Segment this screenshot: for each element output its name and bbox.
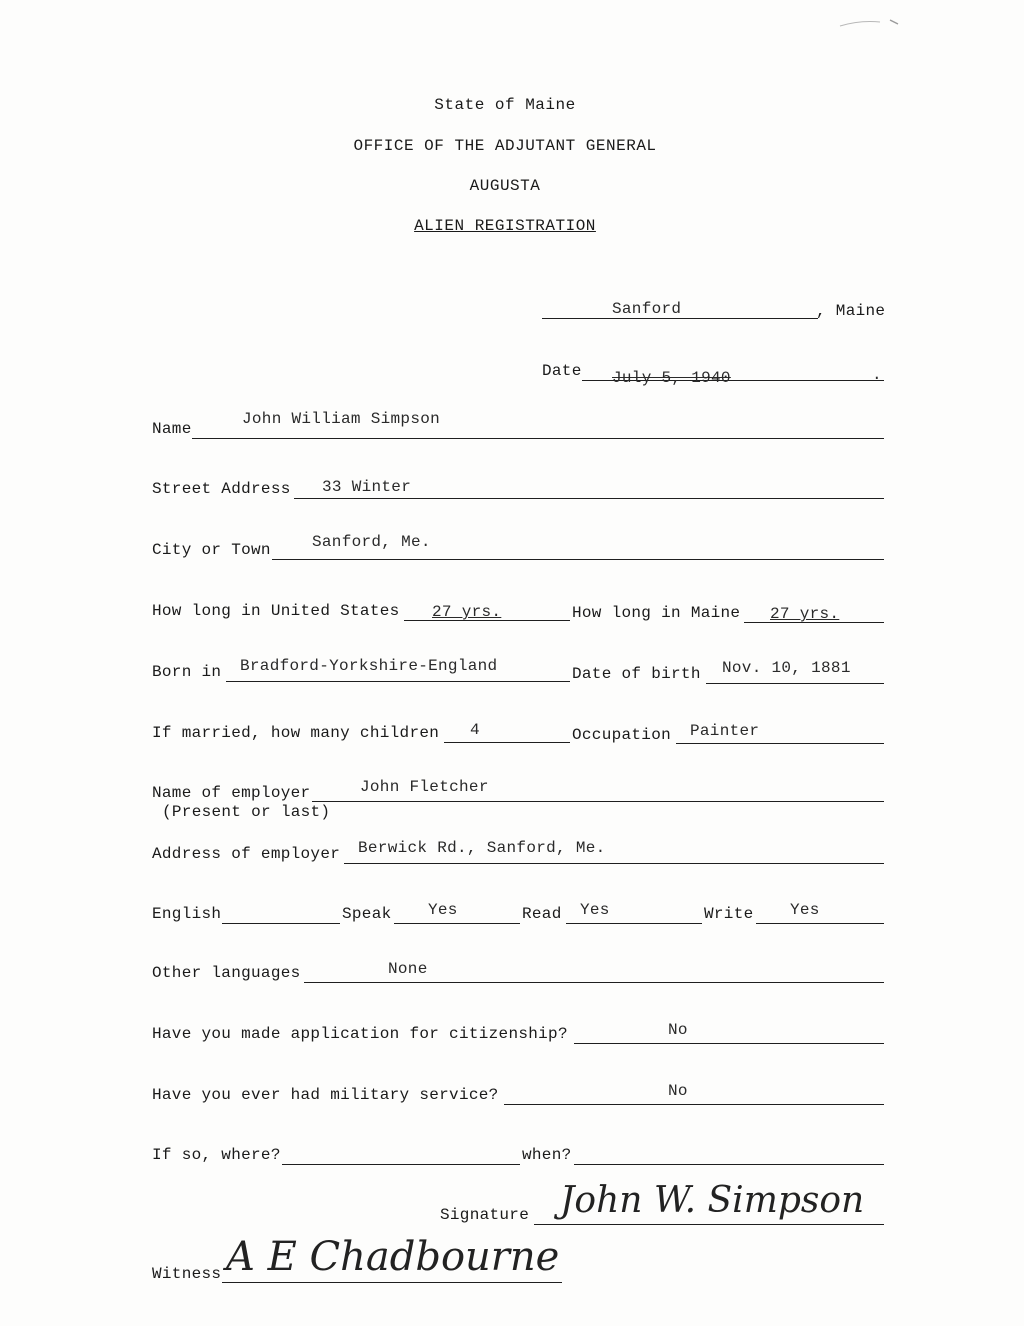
occupation-line <box>676 743 884 744</box>
city-value: Sanford, Me. <box>312 533 431 551</box>
employer-address-label: Address of employer <box>152 845 341 863</box>
occupation-label: Occupation <box>572 726 672 744</box>
employer-line <box>312 801 884 802</box>
where-label: If so, where? <box>152 1146 281 1164</box>
signature-label: Signature <box>440 1206 530 1224</box>
when-label: when? <box>522 1146 572 1164</box>
read-label: Read <box>522 905 562 923</box>
other-languages-line <box>304 982 884 983</box>
speak-label: Speak <box>342 905 392 923</box>
location-town: Sanford <box>612 300 682 318</box>
military-value: No <box>668 1082 688 1100</box>
maine-years-value: 27 yrs. <box>770 605 840 623</box>
speak-line <box>394 923 520 924</box>
header-city: AUGUSTA <box>469 177 541 195</box>
employer-value: John Fletcher <box>360 778 489 796</box>
write-label: Write <box>704 905 754 923</box>
birth-date-label: Date of birth <box>572 665 701 683</box>
city-label: City or Town <box>152 541 271 559</box>
location-line <box>542 318 818 319</box>
street-value: 33 Winter <box>322 478 412 496</box>
form-title: ALIEN REGISTRATION <box>414 217 596 235</box>
born-in-value: Bradford-Yorkshire-England <box>240 657 498 675</box>
born-in-label: Born in <box>152 663 222 681</box>
signature-value: John W. Simpson <box>560 1180 865 1221</box>
military-label: Have you ever had military service? <box>152 1086 499 1104</box>
header-office: OFFICE OF THE ADJUTANT GENERAL <box>353 137 657 155</box>
birth-date-line <box>706 683 884 684</box>
name-line <box>192 438 884 439</box>
citizenship-label: Have you made application for citizenship? <box>152 1025 568 1043</box>
us-years-label: How long in United States <box>152 602 400 620</box>
when-line <box>574 1164 884 1165</box>
write-value: Yes <box>790 901 820 919</box>
us-years-value: 27 yrs. <box>432 603 502 621</box>
other-languages-label: Other languages <box>152 964 301 982</box>
location-state: , Maine <box>816 302 886 320</box>
employer-address-line <box>344 863 884 864</box>
scan-speck-marks <box>830 8 910 38</box>
date-label: Date <box>542 362 582 380</box>
city-line <box>272 559 884 560</box>
birth-date-value: Nov. 10, 1881 <box>722 659 851 677</box>
citizenship-value: No <box>668 1021 688 1039</box>
other-languages-value: None <box>388 960 428 978</box>
citizenship-line <box>574 1043 884 1044</box>
children-line <box>444 742 570 743</box>
english-line <box>222 923 340 924</box>
maine-years-label: How long in Maine <box>572 604 741 622</box>
header-state: State of Maine <box>434 96 576 114</box>
employer-sublabel: (Present or last) <box>162 803 331 821</box>
witness-line <box>222 1282 562 1283</box>
children-value: 4 <box>470 721 480 739</box>
street-line <box>294 498 884 499</box>
born-in-line <box>226 681 570 682</box>
children-label: If married, how many children <box>152 724 440 742</box>
speak-value: Yes <box>428 901 458 919</box>
date-trail: . <box>872 366 882 384</box>
witness-label: Witness <box>152 1265 222 1283</box>
where-line <box>282 1164 520 1165</box>
name-value: John William Simpson <box>242 410 441 428</box>
read-line <box>566 923 702 924</box>
street-label: Street Address <box>152 480 291 498</box>
employer-label: Name of employer <box>152 784 311 802</box>
date-value: July 5, 1940 <box>612 369 731 387</box>
witness-value: A E Chadbourne <box>226 1234 560 1280</box>
english-label: English <box>152 905 222 923</box>
name-label: Name <box>152 420 192 438</box>
read-value: Yes <box>580 901 610 919</box>
occupation-value: Painter <box>690 722 760 740</box>
write-line <box>756 923 884 924</box>
military-line <box>504 1104 884 1105</box>
signature-line <box>534 1224 884 1225</box>
employer-address-value: Berwick Rd., Sanford, Me. <box>358 839 606 857</box>
